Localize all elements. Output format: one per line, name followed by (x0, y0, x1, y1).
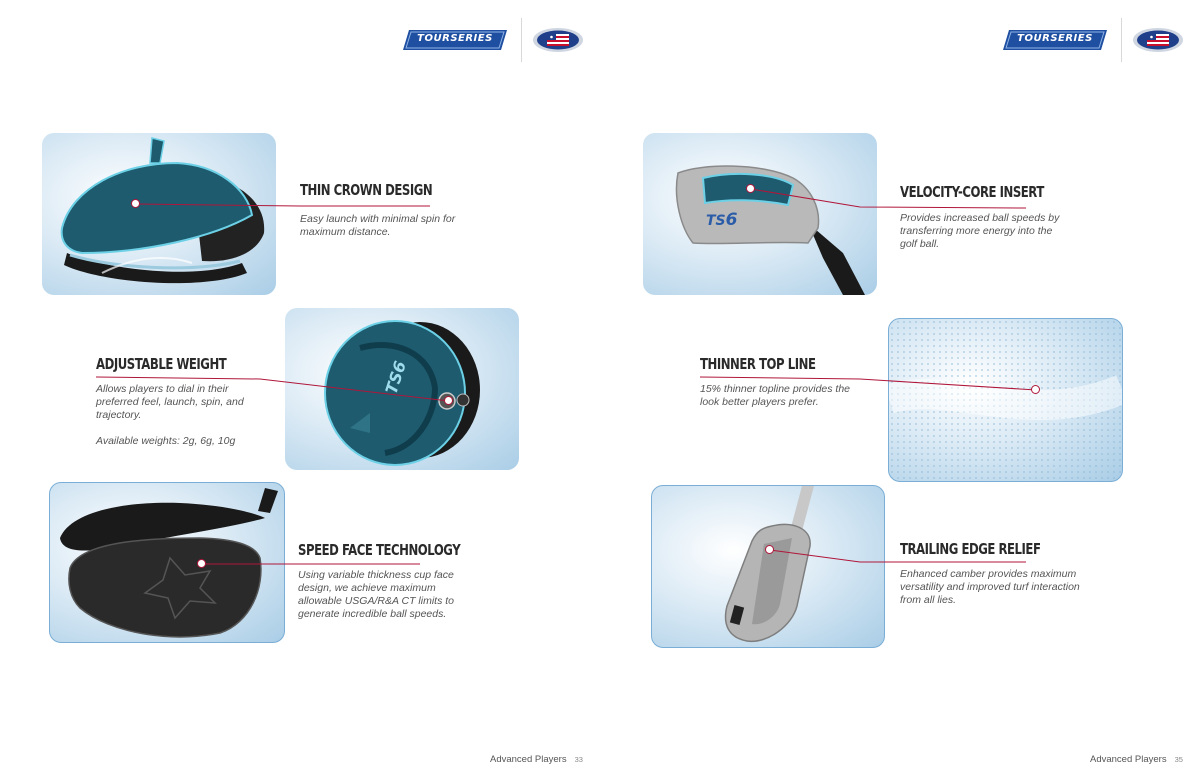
tour-logo-text-right: TOURSERIES (1017, 33, 1093, 44)
velocity-core-title: VELOCITY-CORE INSERT (900, 183, 1044, 201)
footer-right (1090, 754, 1183, 765)
page-number-left: 33 (574, 755, 583, 764)
ts6-head-mark: TS6 (381, 358, 411, 397)
trailing-edge-desc (900, 568, 1080, 607)
trailing-edge-title: TRAILING EDGE RELIEF (900, 540, 1041, 558)
velocity-core-desc-text: Provides increased ball speeds by transferring more energy into the golf ball. (900, 212, 1060, 250)
header-divider (521, 18, 522, 62)
thinner-top-line-image (888, 318, 1123, 482)
speed-face-image (49, 482, 285, 643)
tour-series-logo (403, 30, 507, 50)
flag-badge-icon-right (1132, 27, 1184, 53)
flag-badge-icon (532, 27, 584, 53)
adjustable-weight-desc-text: Allows players to dial in their preferred feel, launch, spin, and trajectory. (96, 383, 244, 421)
trailing-edge-image (651, 485, 885, 648)
adjustable-weight-callout-dot (444, 396, 453, 405)
footer-right-label: Advanced Players (1090, 754, 1167, 765)
adjustable-weight-image (285, 308, 519, 470)
thin-crown-title: THIN CROWN DESIGN (300, 181, 433, 199)
trailing-edge-desc-text: Enhanced camber provides maximum versatility and improved turf interaction from all lies. (900, 568, 1080, 606)
footer-left-label: Advanced Players (490, 754, 567, 765)
trailing-edge-callout-dot (765, 545, 774, 554)
speed-face-desc (298, 569, 458, 621)
thin-crown-desc-text: Easy launch with minimal spin for maximum distance. (300, 213, 456, 238)
velocity-core-callout-dot (746, 184, 755, 193)
thin-crown-desc (300, 213, 465, 239)
thinner-top-line-desc-text: 15% thinner topline provides the look better players prefer. (700, 383, 851, 408)
thin-crown-callout-dot (131, 199, 140, 208)
speed-face-callout-dot (197, 559, 206, 568)
thinner-top-line-desc (700, 383, 860, 409)
driver-crown-image (42, 133, 276, 295)
iron-ts-text: TS (706, 213, 726, 229)
velocity-core-desc (900, 212, 1065, 251)
thinner-top-line-title: THINNER TOP LINE (700, 355, 816, 373)
tour-series-logo-right (1003, 30, 1107, 50)
velocity-core-image (643, 133, 877, 295)
tour-logo-text: TOURSERIES (417, 33, 493, 44)
speed-face-desc-text: Using variable thickness cup face design, we achieve maximum allowable USGA/R&A CT limits to generate incredible ball speeds. (298, 569, 454, 620)
page-number-right: 35 (1174, 755, 1183, 764)
footer-left (490, 754, 583, 765)
thinner-top-line-callout-dot (1031, 385, 1040, 394)
adjustable-weight-options: Available weights: 2g, 6g, 10g (96, 435, 236, 447)
adjustable-weight-desc (96, 383, 256, 448)
page-right (600, 0, 1200, 776)
speed-face-title: SPEED FACE TECHNOLOGY (298, 541, 461, 559)
adjustable-weight-title: ADJUSTABLE WEIGHT (96, 355, 227, 373)
header-divider-right (1121, 18, 1122, 62)
iron-ts-mark (706, 210, 737, 230)
iron-number-text: 6 (725, 210, 738, 230)
